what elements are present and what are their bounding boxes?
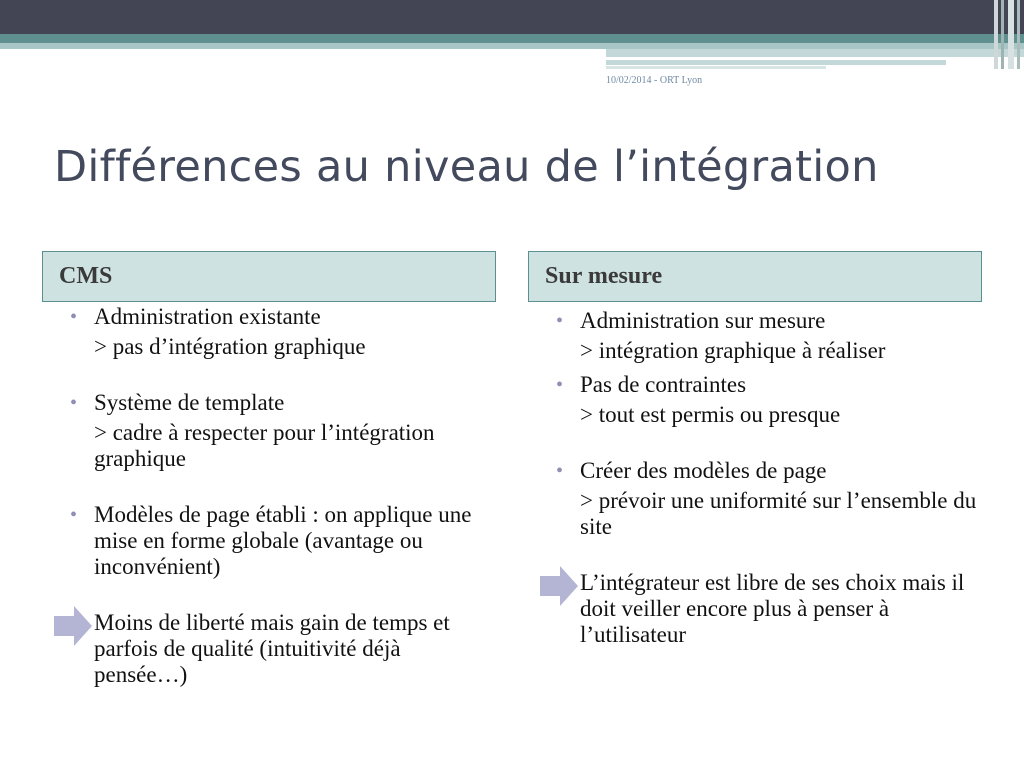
bullet-dot-icon: • [70,392,78,414]
bullet-dot-icon: • [70,306,78,328]
right-arrow-icon [54,606,92,646]
list-item-sub: > prévoir une uniformité sur l’ensemble du site [580,488,977,539]
list-item-main: L’intégrateur est libre de ses choix mais il doit veiller encore plus à penser à l’utilisateur [580,570,965,647]
list-item-sub: > tout est permis ou presque [580,402,841,427]
top-band-dark [0,0,1024,34]
list-item-sub: > pas d’intégration graphique [94,334,366,359]
list-item-main: Moins de liberté mais gain de temps et parfois de qualité (intuitivité déjà pensée…) [94,610,450,687]
decorative-stripe [1001,0,1004,69]
decorative-stripe [1017,0,1020,69]
arrow-list-item [54,610,494,688]
list-item-main: Administration sur mesure [580,308,826,333]
cms-column-list [54,304,494,696]
decorative-stripe [994,0,998,69]
list-item [540,372,980,428]
list-item-main: Administration existante [94,304,321,329]
right-arrow-icon [540,566,578,606]
list-item [540,308,980,364]
decorative-stripe [1008,0,1014,69]
slide-date-footer: 10/02/2014 - ORT Lyon [606,75,703,86]
list-item [54,502,494,580]
list-item-main: Système de template [94,390,285,415]
bullet-dot-icon: • [556,310,564,332]
top-band-step [606,60,946,65]
sur-mesure-column-list [540,304,980,656]
sur-mesure-column-header [528,251,982,302]
top-band-step [606,49,1024,57]
list-item-sub: > cadre à respecter pour l’intégration graphique [94,420,435,471]
top-band-step [606,66,826,69]
list-item [54,304,494,360]
top-band-teal [0,34,1024,43]
list-item-main: Créer des modèles de page [580,458,827,483]
sur-mesure-header-label: Sur mesure [545,263,663,289]
cms-header-label: CMS [59,263,113,289]
list-item-main: Pas de contraintes [580,372,747,397]
list-item-sub: > intégration graphique à réaliser [580,338,886,363]
slide-title: Différences au niveau de l’intégration [54,142,879,192]
arrow-list-item [540,570,980,648]
bullet-dot-icon: • [70,504,78,526]
cms-column-header [42,251,496,302]
bullet-dot-icon: • [556,460,564,482]
bullet-dot-icon: • [556,374,564,396]
list-item [54,390,494,472]
list-item [540,458,980,540]
list-item-main: Modèles de page établi : on applique une mise en forme globale (avantage ou inconvénient) [94,502,472,579]
